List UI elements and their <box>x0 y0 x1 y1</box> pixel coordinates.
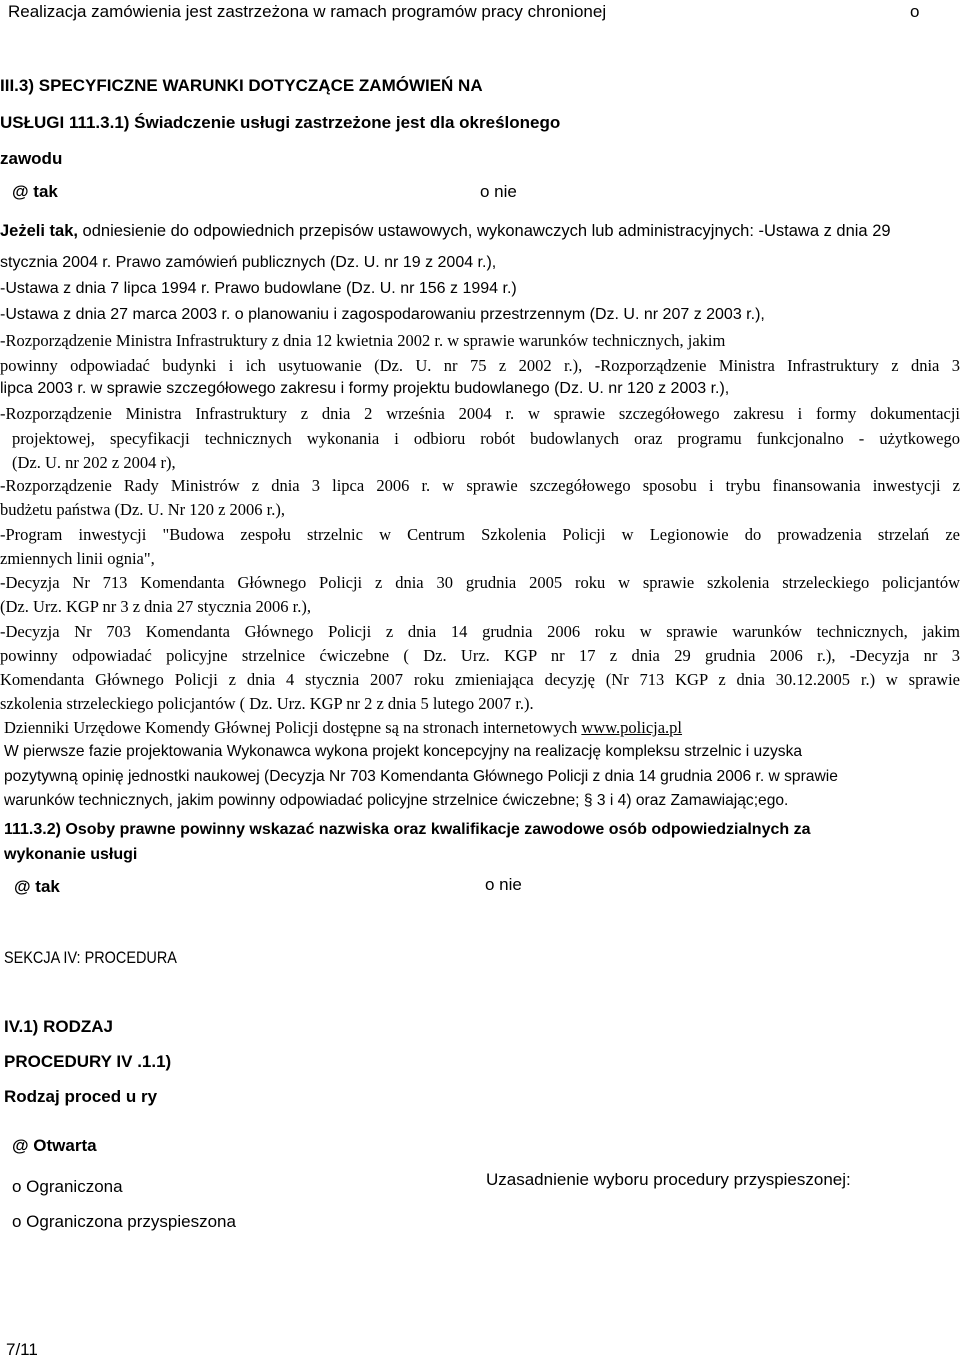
pierwsze-line: pozytywną opinię jednostki naukowej (Decyzja Nr 703 Komendanta Głównego Policji z dnia 14 grudnia 2006 r. w sprawie <box>4 768 838 785</box>
page-number: 7/11 <box>6 1340 38 1359</box>
legal-line: -Rozporządzenie Ministra Infrastruktury z dnia 12 kwietnia 2002 r. w sprawie warunków technicznych, jakim <box>0 331 726 350</box>
pierwsze-line: W pierwsze fazie projektowania Wykonawca wykona projekt koncepcyjny na realizację kompleksu strzelnic i uzyska <box>4 743 803 760</box>
jezeli-rest: odniesienie do odpowiednich przepisów ustawowych, wykonawczych lub administracyjnych: -Ustawa z dnia 29 <box>77 222 891 240</box>
uzasadnienie-label: Uzasadnienie wyboru procedury przyspieszonej: <box>486 1170 851 1189</box>
rodzaj-heading-line1: IV.1) RODZAJ <box>4 1017 113 1036</box>
jezeli-line <box>0 222 960 241</box>
option2-yes[interactable]: @ tak <box>14 877 60 896</box>
legal-line: -Rozporządzenie Rady Ministrów z dnia 3 lipca 2006 r. w sprawie szczegółowego sposobu i trybu finansowania inwestycji z <box>0 476 960 495</box>
legal-line: Komendanta Głównego Policji z dnia 4 stycznia 2007 roku zmieniająca decyzję (Nr 713 KGP z dnia 30.12.2005 r.) w sprawie <box>0 670 960 689</box>
legal-line: budżetu państwa (Dz. U. Nr 120 z 2006 r.), <box>0 500 286 519</box>
legal-line: stycznia 2004 r. Prawo zamówień publicznych (Dz. U. nr 19 z 2004 r.), <box>0 254 497 271</box>
section-iii3-title-line2: USŁUGI 111.3.1) Świadczenie usługi zastrzeżone jest dla określonego <box>0 113 561 132</box>
option2-no[interactable]: o nie <box>485 875 522 894</box>
legal-line: -Ustawa z dnia 7 lipca 1994 r. Prawo budowlane (Dz. U. nr 156 z 1994 r.) <box>0 280 517 297</box>
page-header: Realizacja zamówienia jest zastrzeżona w ramach programów pracy chronionej <box>8 2 607 21</box>
rodzaj-heading-line2: PROCEDURY IV .1.1) <box>4 1052 172 1071</box>
osoby-heading-line1: 111.3.2) Osoby prawne powinny wskazać nazwiska oraz kwalifikacje zawodowe osób odpowiedzialnych za <box>4 821 811 838</box>
legal-line: -Decyzja Nr 713 Komendanta Głównego Policji z dnia 30 grudnia 2005 roku w sprawie szkolenia strzeleckiego policjantów <box>0 573 960 592</box>
pierwsze-line: warunków technicznych, jakim powinny odpowiadać policyjne strzelnice ćwiczebne; § 3 i 4) oraz Zamawiając;ego. <box>4 792 789 809</box>
policja-link[interactable]: www.policja.pl <box>581 718 683 737</box>
legal-line: -Rozporządzenie Ministra Infrastruktury z dnia 2 września 2004 r. w sprawie szczegółowego zakresu i formy dokumentacji <box>0 404 960 423</box>
option-ograniczona-przyspieszona[interactable]: o Ograniczona przyspieszona <box>12 1212 236 1231</box>
dzienniki-line <box>4 718 960 738</box>
section-iii3-title-line3: zawodu <box>0 149 63 168</box>
legal-line: szkolenia strzeleckiego policjantów ( Dz. Urz. KGP nr 2 z dnia 5 lutego 2007 r.). <box>0 694 534 713</box>
section-iii3-title-line1: III.3) SPECYFICZNE WARUNKI DOTYCZĄCE ZAMÓWIEŃ NA <box>0 76 483 95</box>
rodzaj-heading-line3: Rodzaj proced u ry <box>4 1087 158 1106</box>
legal-line: -Program inwestycji "Budowa zespołu strzelnic w Centrum Szkolenia Policji w Legionowie do prowadzenia strzelań ze <box>0 525 960 544</box>
legal-line: projektowej, specyfikacji technicznych wykonania i odbioru robót budowlanych oraz programu funkcjonalno - użytkowego <box>12 429 960 448</box>
legal-line: powinny odpowiadać budynki i ich usytuowanie (Dz. U. nr 75 z 2002 r.), -Rozporządzenie Ministra Infrastruktury z dnia 3 <box>0 356 960 375</box>
legal-line: (Dz. U. nr 202 z 2004 r), <box>12 453 176 472</box>
header-option-marker: o <box>910 2 920 21</box>
legal-line: powinny odpowiadać policyjne strzelnice ćwiczebne ( Dz. Urz. KGP nr 17 z dnia 29 grudnia 2006 r.), -Decyzja nr 3 <box>0 646 960 665</box>
legal-line: lipca 2003 r. w sprawie szczegółowego zakresu i formy projektu budowlanego (Dz. U. nr 120 z 2003 r.), <box>0 380 730 397</box>
legal-line: (Dz. Urz. KGP nr 3 z dnia 27 stycznia 2006 r.), <box>0 597 311 616</box>
osoby-heading-line2: wykonanie usługi <box>4 846 138 863</box>
dzienniki-text: Dzienniki Urzędowe Komendy Głównej Policji dostępne są na stronach internetowych <box>4 718 582 737</box>
section-iv-title: SEKCJA IV: PROCEDURA <box>4 948 177 967</box>
option-ograniczona[interactable]: o Ograniczona <box>12 1177 123 1196</box>
jezeli-bold: Jeżeli tak, <box>0 222 78 240</box>
legal-line: zmiennych linii ognia", <box>0 549 155 568</box>
option-otwarta[interactable]: @ Otwarta <box>12 1136 97 1155</box>
legal-line: -Ustawa z dnia 27 marca 2003 r. o planowaniu i zagospodarowaniu przestrzennym (Dz. U. nr 207 z 2003 r.), <box>0 306 765 323</box>
option-yes[interactable]: @ tak <box>12 182 58 201</box>
legal-line: -Decyzja Nr 703 Komendanta Głównego Policji z dnia 14 grudnia 2006 roku w sprawie warunków technicznych, jakim <box>0 622 960 641</box>
option-no[interactable]: o nie <box>480 182 517 201</box>
